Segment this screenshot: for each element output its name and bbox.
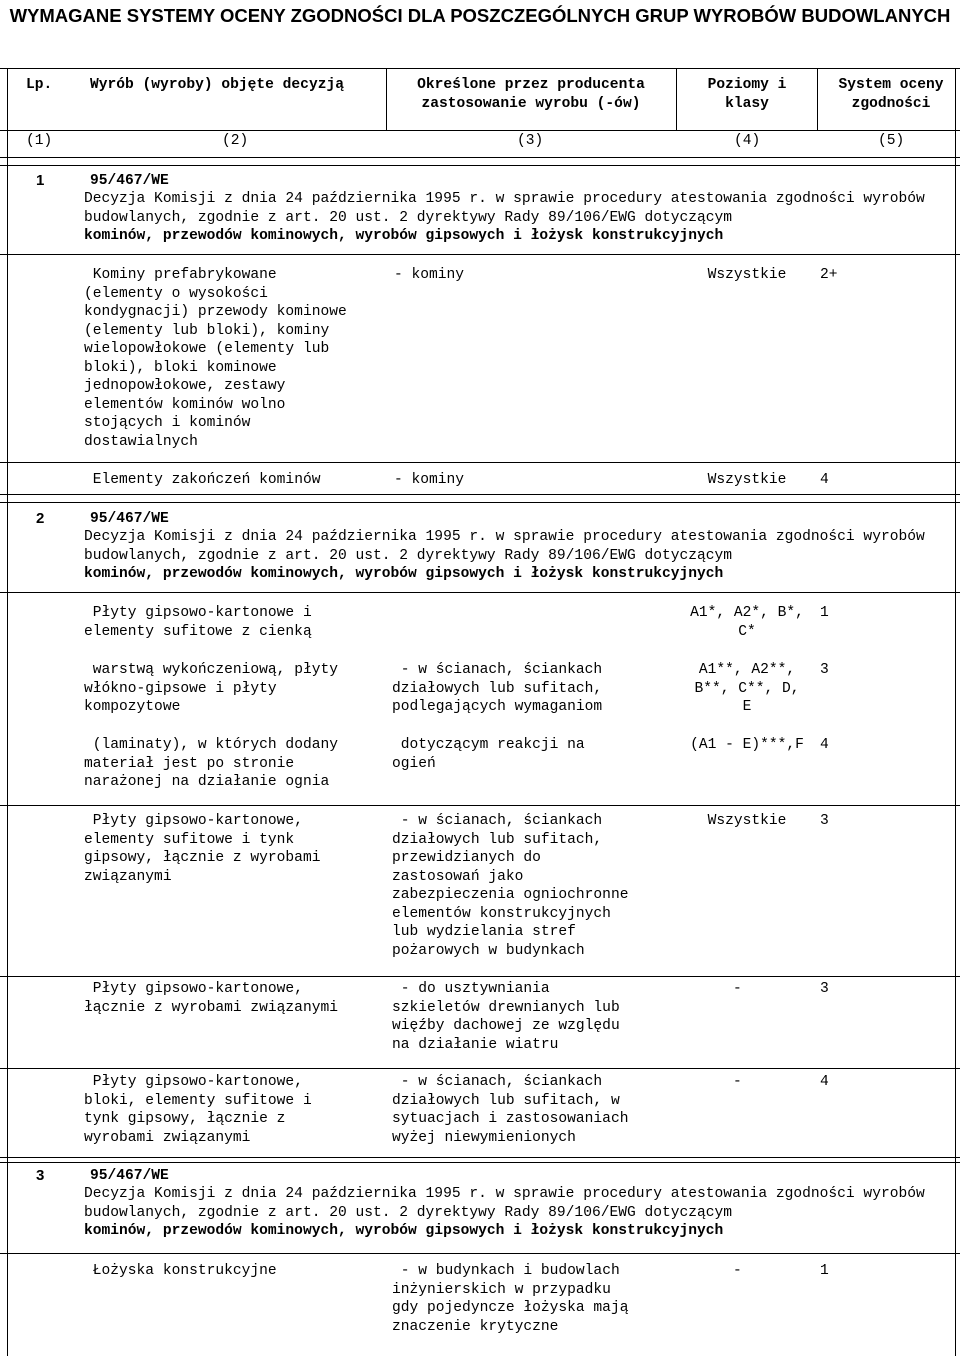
decision-separator	[0, 254, 960, 255]
use-cell: dotyczącym reakcji na ogień	[392, 737, 585, 772]
use-cell: - w ścianach, ściankach działowych lub sufitach, przewidzianych do zastosowań jako zabezpieczenia ogniochronne elementów konstrukcyjnych lub wydzielania stref pożarowych w budynkach	[392, 813, 629, 959]
group-lp: 2	[36, 510, 45, 527]
group-separator	[0, 502, 960, 503]
levels-cell: -	[733, 1074, 742, 1090]
levels-cell: (A1 - E)***,F	[690, 737, 804, 753]
system-cell: 4	[820, 737, 829, 753]
column-number-separator	[0, 157, 960, 158]
product-cell: Łożyska konstrukcyjne	[84, 1263, 277, 1279]
group-lp: 1	[36, 172, 45, 189]
product-cell: Kominy prefabrykowane (elementy o wysokości kondygnacji) przewody kominowe (elementy lub bloki), kominy wielopowłokowe (elementy lub bloki), bloki kominowe jednopowłokowe, zestawy elementów kominów wolno stojących i kominów dostawialnych	[84, 267, 347, 450]
header-separator	[0, 130, 960, 131]
use-cell: - w ścianach, ściankach działowych lub sufitach, podlegających wymaganiom	[392, 662, 603, 715]
header-levels: Poziomy i klasy	[707, 77, 796, 112]
use-cell: - w ścianach, ściankach działowych lub sufitach, w sytuacjach i zastosowaniach wyżej niewymienionych	[392, 1074, 629, 1146]
header-divider	[676, 68, 677, 130]
group-lp: 3	[36, 1167, 45, 1184]
row-separator	[0, 1068, 960, 1069]
system-cell: 3	[820, 813, 829, 829]
use-cell: - kominy	[394, 472, 465, 488]
levels-cell: Wszystkie	[707, 472, 787, 488]
use-cell: - kominy	[394, 267, 465, 283]
table-border-top	[0, 68, 960, 69]
product-cell: (laminaty), w których dodany materiał jest po stronie narażonej na działanie ognia	[84, 737, 338, 790]
col-number-3: (3)	[517, 133, 544, 149]
use-cell: - w budynkach i budowlach inżynierskich w przypadku gdy pojedyncze łożyska mają znaczenie krytyczne	[392, 1263, 629, 1335]
levels-cell: A1**, A2**, B**, C**, D, E	[694, 662, 800, 715]
header-divider	[386, 68, 387, 130]
levels-cell: -	[733, 981, 742, 997]
col-number-4: (4)	[734, 133, 761, 149]
header-system: System oceny zgodności	[838, 77, 953, 112]
product-cell: Elementy zakończeń kominów	[84, 472, 321, 488]
product-cell: Płyty gipsowo-kartonowe, łącznie z wyrobami związanymi	[84, 981, 338, 1016]
system-cell: 2+	[820, 267, 838, 283]
decision-code: 95/467/WE	[90, 1168, 169, 1184]
levels-cell: Wszystkie	[707, 267, 787, 283]
col-number-2: (2)	[222, 133, 249, 149]
levels-cell: A1*, A2*, B*, C*	[690, 605, 804, 640]
product-cell: Płyty gipsowo-kartonowe i elementy sufitowe z cienką	[84, 605, 312, 640]
decision-subject: kominów, przewodów kominowych, wyrobów gipsowych i łożysk konstrukcyjnych	[84, 1223, 724, 1239]
decision-subject: kominów, przewodów kominowych, wyrobów gipsowych i łożysk konstrukcyjnych	[84, 228, 724, 244]
system-cell: 3	[820, 662, 829, 678]
group-separator	[0, 165, 960, 166]
row-separator	[0, 805, 960, 806]
decision-text: Decyzja Komisji z dnia 24 października 1995 r. w sprawie procedury atestowania zgodności wyrobów budowlanych, zgodnie z art. 20 ust. 2 dyrektywy Rady 89/106/EWG dotyczącym	[84, 1186, 934, 1221]
system-cell: 1	[820, 605, 829, 621]
levels-cell: -	[733, 1263, 742, 1279]
product-cell: Płyty gipsowo-kartonowe, elementy sufitowe i tynk gipsowy, łącznie z wyrobami związanymi	[84, 813, 321, 885]
use-cell: - do usztywniania szkieletów drewnianych lub więźby dachowej ze względu na działanie wiatru	[392, 981, 620, 1053]
decision-subject: kominów, przewodów kominowych, wyrobów gipsowych i łożysk konstrukcyjnych	[84, 566, 724, 582]
col-number-1: (1)	[26, 133, 53, 149]
header-use: Określone przez producenta zastosowanie wyrobu (-ów)	[417, 77, 654, 112]
group-separator	[0, 494, 960, 495]
decision-text: Decyzja Komisji z dnia 24 października 1995 r. w sprawie procedury atestowania zgodności wyrobów budowlanych, zgodnie z art. 20 ust. 2 dyrektywy Rady 89/106/EWG dotyczącym	[84, 191, 934, 226]
decision-code: 95/467/WE	[90, 173, 169, 189]
system-cell: 3	[820, 981, 829, 997]
group-separator	[0, 1162, 960, 1163]
decision-text: Decyzja Komisji z dnia 24 października 1995 r. w sprawie procedury atestowania zgodności wyrobów budowlanych, zgodnie z art. 20 ust. 2 dyrektywy Rady 89/106/EWG dotyczącym	[84, 529, 934, 564]
row-separator	[0, 976, 960, 977]
header-product: Wyrób (wyroby) objęte decyzją	[90, 77, 344, 93]
product-cell: Płyty gipsowo-kartonowe, bloki, elementy sufitowe i tynk gipsowy, łącznie z wyrobami związanymi	[84, 1074, 312, 1146]
group-separator	[0, 1157, 960, 1158]
decision-separator	[0, 1253, 960, 1254]
system-cell: 4	[820, 1074, 829, 1090]
system-cell: 4	[820, 472, 829, 488]
decision-separator	[0, 592, 960, 593]
system-cell: 1	[820, 1263, 829, 1279]
row-separator	[0, 462, 960, 463]
header-lp: Lp.	[26, 77, 53, 93]
product-cell: warstwą wykończeniową, płyty włókno-gipsowe i płyty kompozytowe	[84, 662, 338, 715]
decision-code: 95/467/WE	[90, 511, 169, 527]
col-number-5: (5)	[878, 133, 905, 149]
page-title: WYMAGANE SYSTEMY OCENY ZGODNOŚCI DLA POSZCZEGÓLNYCH GRUP WYROBÓW BUDOWLANYCH	[9, 5, 951, 26]
levels-cell: Wszystkie	[707, 813, 787, 829]
header-divider	[817, 68, 818, 130]
table-border-right	[955, 68, 956, 1356]
table-border-left	[7, 68, 8, 1356]
